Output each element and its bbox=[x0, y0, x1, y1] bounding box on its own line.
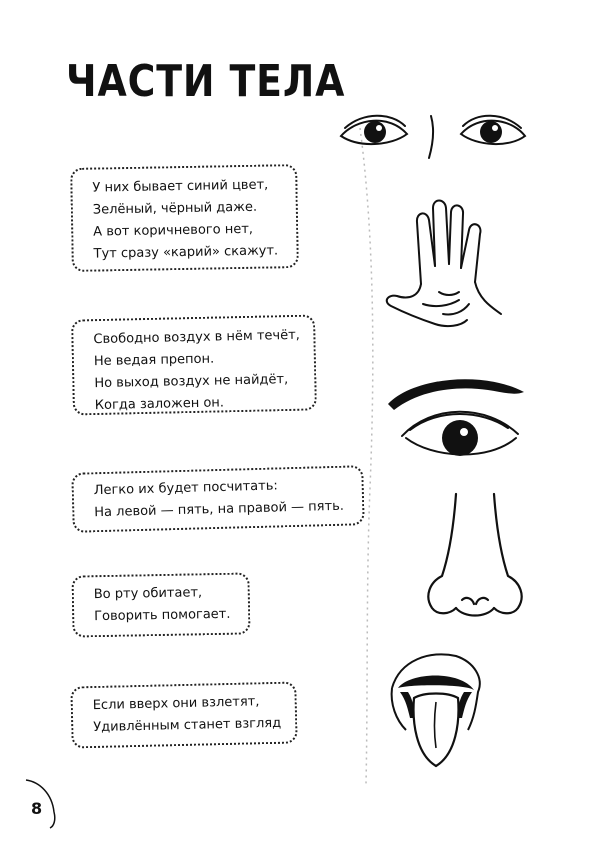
riddle-line: Во рту обитает, bbox=[93, 585, 203, 603]
riddle-line: Легко их будет посчитать: bbox=[93, 478, 278, 499]
eyes-face-icon bbox=[333, 108, 533, 168]
riddle-eyebrows bbox=[70, 681, 297, 748]
riddle-line: Зелёный, чёрный даже. bbox=[92, 199, 258, 218]
riddle-line: Если вверх они взлетят, bbox=[92, 694, 260, 714]
riddle-tongue bbox=[71, 572, 250, 637]
riddle-line: А вот коричневого нет, bbox=[93, 221, 254, 240]
nose-icon bbox=[420, 492, 530, 624]
riddle-eyes bbox=[70, 164, 299, 272]
hand-icon bbox=[383, 196, 508, 332]
riddle-line: Тут сразу «карий» скажут. bbox=[93, 243, 279, 262]
riddle-line: Свободно воздух в нём течёт, bbox=[93, 327, 301, 348]
riddle-line: Но выход воздух не найдёт, bbox=[94, 372, 289, 392]
riddle-nose bbox=[71, 314, 317, 415]
riddle-fingers bbox=[71, 465, 364, 533]
riddle-line: У них бывает синий цвет, bbox=[92, 177, 269, 196]
mouth-tongue-icon bbox=[386, 648, 486, 772]
page-number: 8 bbox=[31, 799, 43, 818]
riddle-line: На левой — пять, на правой — пять. bbox=[94, 498, 345, 521]
riddle-line: Удивлённым станет взгляд bbox=[93, 715, 282, 736]
page-title: ЧАСТИ ТЕЛА bbox=[66, 56, 346, 107]
riddle-line: Когда заложен он. bbox=[94, 395, 225, 414]
riddle-line: Говорить помогает. bbox=[94, 606, 231, 625]
riddle-line: Не ведая препон. bbox=[93, 351, 215, 370]
eyebrow-eye-icon bbox=[382, 370, 530, 466]
